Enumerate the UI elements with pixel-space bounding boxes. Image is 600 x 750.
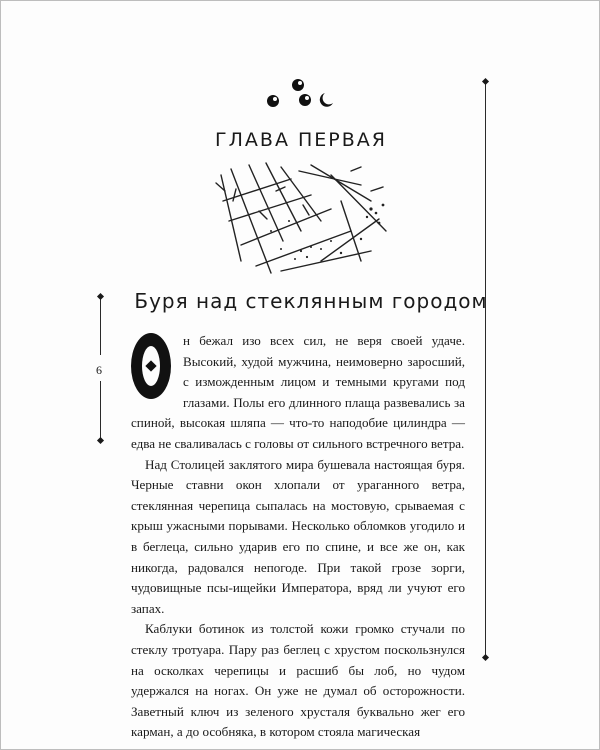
- broken-glass-illustration: [211, 161, 396, 279]
- paragraph-1: н бежал изо всех сил, не веря своей удаче. Высокий, худой мужчина, неимоверно заросший, с изможденным лицом и темными кругами под глазами. Полы его длинного плаща развевались за спиной, высокая шляпа — что-то наподобие цилиндра — едва не сваливалась с головы от сильного встречного ветра.: [131, 333, 465, 451]
- left-border-line-top: [100, 297, 101, 355]
- right-border-line: [485, 81, 486, 657]
- left-border-top-dot: [97, 293, 104, 300]
- moon-phases-icon: [265, 73, 345, 113]
- section-title: Буря над стеклянным городом: [134, 289, 488, 313]
- page-number: 6: [96, 363, 102, 377]
- paragraph-3: Каблуки ботинок из толстой кожи громко стучали по стеклу тротуара. Пару раз беглец с хрустом поскользнулся на осколках черепицы и расшиб бы лоб, но чудом удержался на ногах. Он уже не думал об осторожности. Заветный ключ из зеленого хрусталя буквально жег его карман, а до особняка, в котором стояла магическая: [131, 621, 465, 740]
- right-border-bottom-dot: [482, 654, 489, 661]
- chapter-title: ГЛАВА ПЕРВАЯ: [215, 129, 387, 151]
- left-border-line-bottom: [100, 381, 101, 439]
- paragraph-2: Над Столицей заклятого мира бушевала настоящая буря. Черные ставни окон хлопали от ураганного ветра, стеклянная черепица сыпалась на мостовую, срываемая с крыш ужасными порывами. Несколько обломков угодило и в беглеца, сильно ударив его по спине, и все же он, как никогда, радовался непогоде. При такой грозе зорги, чудовищные псы-ищейки Императора, вряд ли учуют его запах.: [131, 456, 465, 616]
- body-text: [131, 331, 465, 743]
- right-border-top-dot: [482, 78, 489, 85]
- left-border-bottom-dot: [97, 437, 104, 444]
